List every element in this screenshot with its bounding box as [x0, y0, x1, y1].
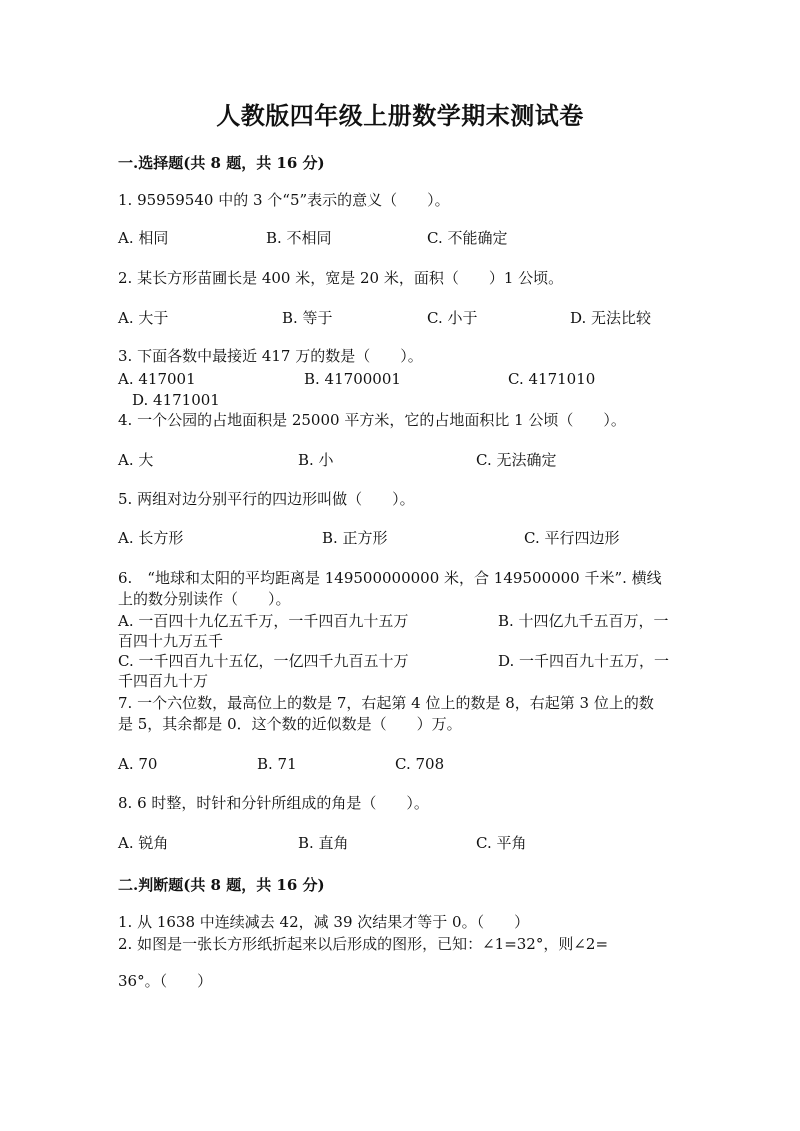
question-5-option-c: C. 平行四边形	[524, 529, 620, 547]
section-heading-choice: 一.选择题(共 8 题，共 16 分)	[118, 154, 325, 172]
question-2-option-c: C. 小于	[427, 309, 478, 327]
question-8-option-c: C. 平角	[476, 834, 527, 852]
question-3-option-d: D. 4171001	[132, 391, 220, 409]
question-4-option-a: A. 大	[118, 451, 154, 469]
judgement-question-2-line1: 2. 如图是一张长方形纸折起来以后形成的图形，已知：∠1=32°，则∠2=	[118, 935, 609, 953]
question-3-option-a: A. 417001	[118, 370, 196, 388]
question-6-option-d-line1: D. 一千四百九十五万，一	[498, 652, 670, 670]
question-8-option-a: A. 锐角	[118, 834, 169, 852]
question-8-stem: 8. 6 时整，时针和分针所组成的角是（ ）。	[118, 794, 429, 812]
question-7-stem-line1: 7. 一个六位数，最高位上的数是 7，右起第 4 位上的数是 8，右起第 3 位上的数	[118, 694, 654, 712]
question-2-option-b: B. 等于	[282, 309, 333, 327]
question-3-option-b: B. 41700001	[304, 370, 401, 388]
question-7-stem-line2: 是 5，其余都是 0．这个数的近似数是（ ）万。	[118, 715, 462, 733]
question-6-option-a: A. 一百四十九亿五千万，一千四百九十五万	[118, 612, 409, 630]
question-2-stem: 2. 某长方形苗圃长是 400 米，宽是 20 米，面积（ ）1 公顷。	[118, 269, 564, 287]
question-4-option-b: B. 小	[298, 451, 334, 469]
question-7-option-b: B. 71	[257, 755, 297, 773]
question-7-option-a: A. 70	[118, 755, 158, 773]
question-3-option-c: C. 4171010	[508, 370, 596, 388]
question-6-option-c: C. 一千四百九十五亿，一亿四千九百五十万	[118, 652, 409, 670]
question-1-option-b: B. 不相同	[266, 229, 332, 247]
question-2-option-a: A. 大于	[118, 309, 169, 327]
page-title: 人教版四年级上册数学期末测试卷	[216, 101, 584, 130]
question-1-option-c: C. 不能确定	[427, 229, 508, 247]
question-2-option-d: D. 无法比较	[570, 309, 652, 327]
question-6-stem-line1: 6. “地球和太阳的平均距离是 149500000000 米，合 149500000 千米”. 横线	[118, 569, 662, 587]
section-heading-judgement: 二.判断题(共 8 题，共 16 分)	[118, 876, 325, 894]
question-7-option-c: C. 708	[395, 755, 445, 773]
question-6-option-b-line1: B. 十四亿九千五百万，一	[498, 612, 669, 630]
question-5-option-b: B. 正方形	[322, 529, 388, 547]
question-6-option-d-line2: 千四百九十万	[118, 672, 209, 690]
question-4-option-c: C. 无法确定	[476, 451, 557, 469]
question-3-stem: 3. 下面各数中最接近 417 万的数是（ ）。	[118, 347, 423, 365]
question-6-option-b-line2: 百四十九万五千	[118, 632, 224, 650]
question-1-stem: 1. 95959540 中的 3 个“5”表示的意义（ ）。	[118, 191, 450, 209]
question-8-option-b: B. 直角	[298, 834, 349, 852]
question-5-option-a: A. 长方形	[118, 529, 184, 547]
question-4-stem: 4. 一个公园的占地面积是 25000 平方米，它的占地面积比 1 公顷（ ）。	[118, 411, 626, 429]
judgement-question-2-line2: 36°。（ ）	[118, 972, 213, 990]
judgement-question-1: 1. 从 1638 中连续减去 42，减 39 次结果才等于 0。（ ）	[118, 913, 530, 931]
question-6-stem-line2: 上的数分别读作（ ）。	[118, 590, 291, 608]
question-5-stem: 5. 两组对边分别平行的四边形叫做（ ）。	[118, 490, 415, 508]
question-1-option-a: A. 相同	[118, 229, 169, 247]
